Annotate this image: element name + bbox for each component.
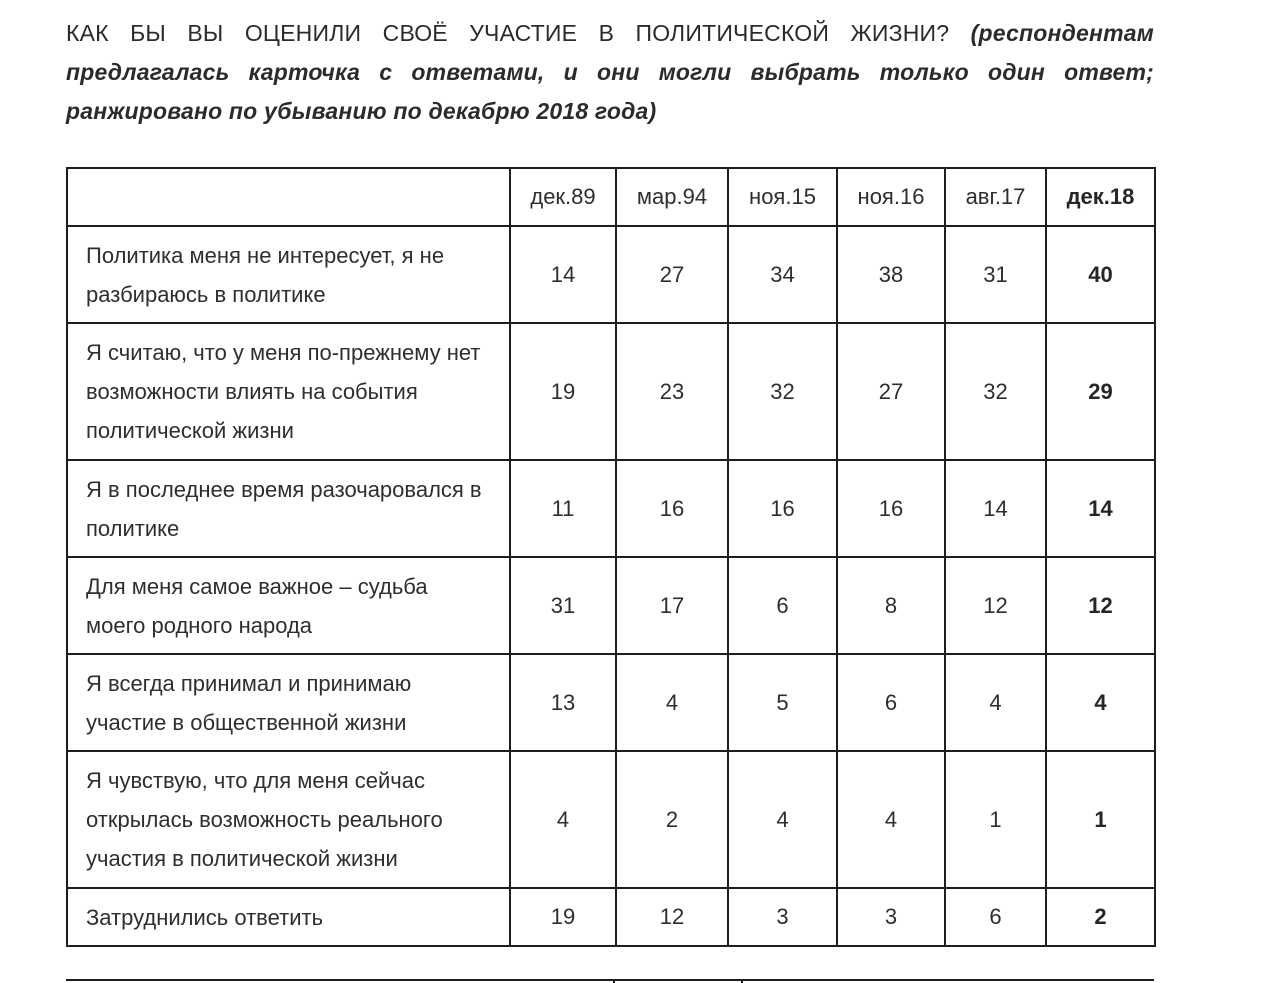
table-cell: 4 xyxy=(1046,654,1155,751)
table-cell: 19 xyxy=(510,888,616,946)
column-header: ноя.16 xyxy=(837,168,945,226)
table-cell: 1 xyxy=(945,751,1046,888)
table-cell: 6 xyxy=(728,557,837,654)
table-cell: 16 xyxy=(616,460,728,557)
table-cell: 4 xyxy=(837,751,945,888)
table-cell: 32 xyxy=(945,323,1046,460)
table-cell: 40 xyxy=(1046,226,1155,323)
table-cell: 19 xyxy=(510,323,616,460)
table-cell: 5 xyxy=(728,654,837,751)
next-table-top-border xyxy=(66,979,1154,981)
table-row xyxy=(67,751,1155,888)
survey-table xyxy=(66,167,1156,947)
table-row xyxy=(67,888,1155,946)
table-cell: 34 xyxy=(728,226,837,323)
table-cell: 31 xyxy=(945,226,1046,323)
table-cell: 12 xyxy=(1046,557,1155,654)
table-cell: 11 xyxy=(510,460,616,557)
table-cell: 3 xyxy=(728,888,837,946)
row-label: Я считаю, что у меня по-прежнему нет возможности влиять на события политической жизни xyxy=(67,323,510,460)
row-label: Политика меня не интересует, я не разбираюсь в политике xyxy=(67,226,510,323)
column-header: мар.94 xyxy=(616,168,728,226)
table-row xyxy=(67,557,1155,654)
table-row xyxy=(67,226,1155,323)
table-cell: 14 xyxy=(1046,460,1155,557)
table-cell: 27 xyxy=(616,226,728,323)
table-cell: 32 xyxy=(728,323,837,460)
column-header: ноя.15 xyxy=(728,168,837,226)
column-header: авг.17 xyxy=(945,168,1046,226)
question-text: КАК БЫ ВЫ ОЦЕНИЛИ СВОЁ УЧАСТИЕ В ПОЛИТИЧЕСКОЙ ЖИЗНИ? xyxy=(66,20,971,46)
header-empty-cell xyxy=(67,168,510,226)
table-cell: 2 xyxy=(616,751,728,888)
table-cell: 23 xyxy=(616,323,728,460)
table-cell: 16 xyxy=(728,460,837,557)
row-label: Для меня самое важное – судьба моего родного народа xyxy=(67,557,510,654)
table-cell: 4 xyxy=(728,751,837,888)
table-row xyxy=(67,654,1155,751)
table-cell: 38 xyxy=(837,226,945,323)
table-cell: 4 xyxy=(616,654,728,751)
table-cell: 1 xyxy=(1046,751,1155,888)
question-heading xyxy=(66,14,1154,131)
table-header-row xyxy=(67,168,1155,226)
table-cell: 2 xyxy=(1046,888,1155,946)
next-table-column-divider xyxy=(741,979,743,983)
table-cell: 3 xyxy=(837,888,945,946)
row-label: Я в последнее время разочаровался в политике xyxy=(67,460,510,557)
table-row xyxy=(67,323,1155,460)
table-cell: 14 xyxy=(945,460,1046,557)
table-cell: 12 xyxy=(945,557,1046,654)
table-cell: 17 xyxy=(616,557,728,654)
row-label: Затруднились ответить xyxy=(67,888,510,946)
table-cell: 14 xyxy=(510,226,616,323)
table-cell: 6 xyxy=(837,654,945,751)
table-cell: 4 xyxy=(945,654,1046,751)
table-cell: 13 xyxy=(510,654,616,751)
row-label: Я чувствую, что для меня сейчас открылась возможность реального участия в политической жизни xyxy=(67,751,510,888)
table-cell: 12 xyxy=(616,888,728,946)
table-cell: 4 xyxy=(510,751,616,888)
column-header: дек.89 xyxy=(510,168,616,226)
table-cell: 16 xyxy=(837,460,945,557)
column-header: дек.18 xyxy=(1046,168,1155,226)
table-cell: 6 xyxy=(945,888,1046,946)
table-cell: 27 xyxy=(837,323,945,460)
table-cell: 8 xyxy=(837,557,945,654)
row-label: Я всегда принимал и принимаю участие в общественной жизни xyxy=(67,654,510,751)
question-note: (респондентам предлагалась карточка с ответами, и они могли выбрать только один ответ; ранжировано по убыванию по декабрю 2018 года) xyxy=(66,20,1154,124)
table-row xyxy=(67,460,1155,557)
table-cell: 31 xyxy=(510,557,616,654)
table-cell: 29 xyxy=(1046,323,1155,460)
next-table-column-divider xyxy=(613,979,615,983)
